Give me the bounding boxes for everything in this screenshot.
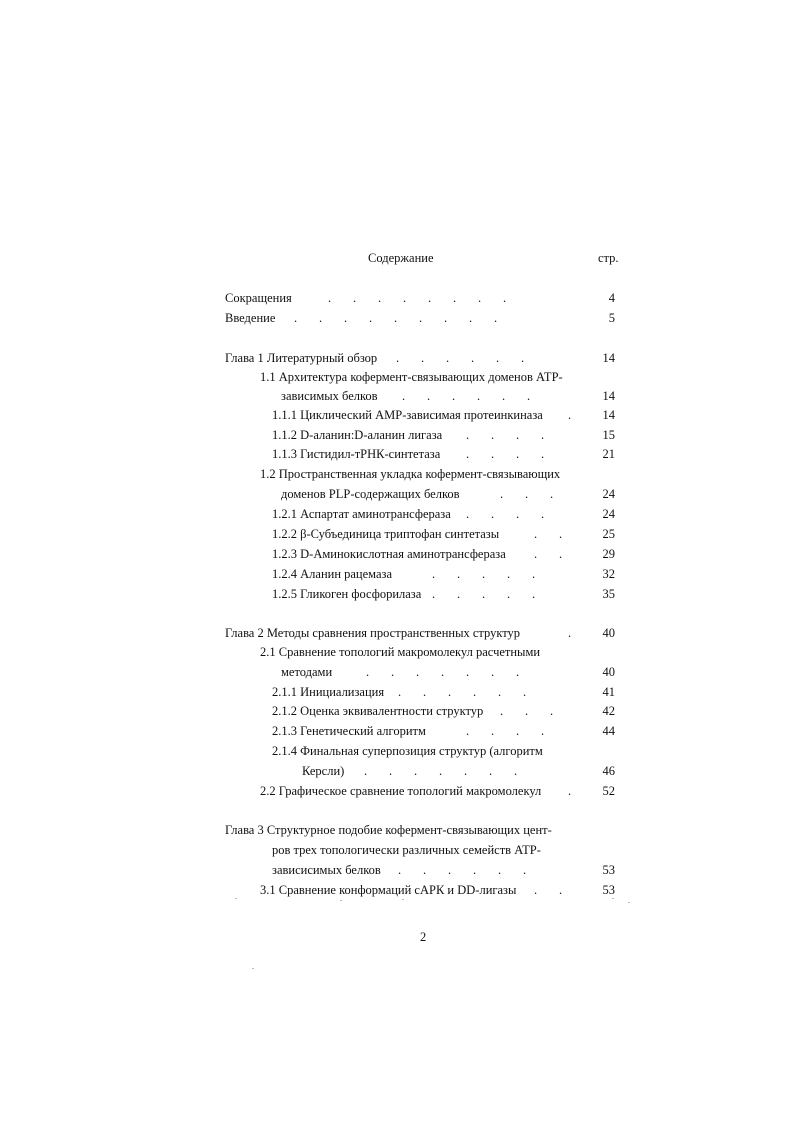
toc-entry[interactable]: Введение . . . . . . . . . 5 bbox=[225, 311, 615, 325]
toc-entry[interactable]: Глава 1 Литературный обзор . . . . . . 14 bbox=[225, 351, 615, 365]
toc-entry-text: 2.1.1 Инициализация bbox=[272, 685, 385, 699]
toc-entry[interactable]: 1.1.2 D-аланин:D-аланин лигаза . . . . 15 bbox=[272, 428, 615, 442]
toc-entry-page: 24 bbox=[602, 487, 615, 501]
toc-entry-page: 53 bbox=[602, 863, 615, 877]
toc-entry-text: Глава 2 Методы сравнения пространственных структур bbox=[225, 626, 521, 640]
toc-entry[interactable]: 2.1.1 Инициализация . . . . . . 41 bbox=[272, 685, 615, 699]
toc-entry-text: Введение bbox=[225, 311, 276, 325]
toc-entry-text: ров трех топологически различных семейств АТР- bbox=[272, 843, 541, 857]
toc-entry[interactable]: 2.1.3 Генетический алгоритм . . . . 44 bbox=[272, 724, 615, 738]
toc-entry-text: 2.1 Сравнение топологий макромолекул расчетными bbox=[260, 645, 541, 659]
toc-entry-page: 40 bbox=[602, 626, 615, 640]
toc-entry[interactable]: зависисимых белков . . . . . . 53 bbox=[272, 863, 615, 877]
toc-entry-text: 3.1 Сравнение конформаций сАРК и DD-лигазы bbox=[260, 883, 517, 897]
scan-speck bbox=[340, 900, 342, 901]
toc-entry-text: 1.1.1 Циклический АМР-зависимая протеинкиназа bbox=[272, 408, 543, 422]
toc-entry-page: 44 bbox=[602, 724, 615, 738]
toc-entry[interactable] bbox=[0, 821, 795, 839]
toc-entry-text: 2.1.3 Генетический алгоритм bbox=[272, 724, 426, 738]
toc-entry-text: 1.2.4 Аланин рацемаза bbox=[272, 567, 393, 581]
toc-entry[interactable]: Глава 2 Методы сравнения пространственных структур . 40 bbox=[225, 626, 615, 640]
toc-entry[interactable]: 1.1.1 Циклический АМР-зависимая протеинкиназа . 14 bbox=[272, 408, 615, 422]
toc-entry-page: 29 bbox=[602, 547, 615, 561]
toc-entry[interactable]: 1.2.2 β-Субъединица триптофан синтетазы . . 25 bbox=[272, 527, 615, 541]
toc-entry-text: зависисимых белков bbox=[272, 863, 381, 877]
toc-entry-page: 52 bbox=[602, 784, 615, 798]
toc-entry-text: 1.2.1 Аспартат аминотрансфераза bbox=[272, 507, 451, 521]
toc-entry[interactable]: Сокращения . . . . . . . . 4 bbox=[225, 291, 615, 305]
scan-speck bbox=[235, 898, 237, 899]
scan-speck bbox=[628, 902, 630, 903]
toc-entry[interactable] bbox=[0, 841, 795, 859]
toc-entry[interactable] bbox=[0, 742, 795, 760]
toc-entry-page: 25 bbox=[602, 527, 615, 541]
toc-entry-text: Керсли) bbox=[302, 764, 345, 778]
toc-entry-text: 1.1.3 Гистидил-тРНК-синтетаза bbox=[272, 447, 441, 461]
toc-entry-page: 53 bbox=[602, 883, 615, 897]
toc-entry[interactable]: 1.2.1 Аспартат аминотрансфераза . . . . 24 bbox=[272, 507, 615, 521]
toc-entry[interactable]: 2.1.2 Оценка эквивалентности структур . . . 42 bbox=[272, 704, 615, 718]
toc-entry[interactable] bbox=[0, 368, 795, 386]
toc-entry-page: 24 bbox=[602, 507, 615, 521]
toc-entry-page: 15 bbox=[602, 428, 615, 442]
toc-entry-page: 42 bbox=[602, 704, 615, 718]
toc-entry[interactable]: 1.2.5 Гликоген фосфорилаза . . . . . 35 bbox=[272, 587, 615, 601]
toc-entry[interactable]: доменов PLP-содержащих белков . . . 24 bbox=[281, 487, 615, 501]
toc-entry-text: 1.2.5 Гликоген фосфорилаза bbox=[272, 587, 422, 601]
toc-entry-text: Глава 1 Литературный обзор bbox=[225, 351, 378, 365]
toc-entry[interactable] bbox=[0, 465, 795, 483]
toc-entry-text: 2.2 Графическое сравнение топологий макромолекул bbox=[260, 784, 542, 798]
scan-speck bbox=[612, 898, 614, 899]
toc-entry[interactable]: 1.2.4 Аланин рацемаза . . . . . 32 bbox=[272, 567, 615, 581]
toc-entry-text: 2.1.4 Финальная суперпозиция структур (алгоритм bbox=[272, 744, 543, 758]
toc-entry-page: 41 bbox=[602, 685, 615, 699]
toc-heading: Содержание bbox=[368, 251, 434, 265]
toc-entry-page: 46 bbox=[602, 764, 615, 778]
toc-entry-text: 2.1.2 Оценка эквивалентности структур bbox=[272, 704, 484, 718]
toc-entry[interactable]: методами . . . . . . . 40 bbox=[281, 665, 615, 679]
toc-entry-text: 1.2 Пространственная укладка кофермент-связывающих bbox=[260, 467, 561, 481]
toc-entry-text: зависимых белков bbox=[281, 389, 378, 403]
toc-entry-text: 1.2.2 β-Субъединица триптофан синтетазы bbox=[272, 527, 500, 541]
toc-entry-page: 14 bbox=[602, 389, 615, 403]
toc-entry-page: 14 bbox=[602, 351, 615, 365]
toc-entry[interactable]: 1.2.3 D-Аминокислотная аминотрансфераза . . 29 bbox=[272, 547, 615, 561]
scan-speck bbox=[252, 968, 254, 969]
toc-entry-page: 4 bbox=[608, 291, 615, 305]
toc-entry-page: 21 bbox=[602, 447, 615, 461]
toc-entry-text: Глава 3 Структурное подобие кофермент-связывающих цент- bbox=[225, 823, 552, 837]
toc-entry[interactable]: 3.1 Сравнение конформаций сАРК и DD-лигазы . . 53 bbox=[260, 883, 615, 897]
toc-entry-page: 32 bbox=[602, 567, 615, 581]
toc-entry-text: 1.1 Архитектура кофермент-связывающих доменов АТР- bbox=[260, 370, 563, 384]
toc-entry[interactable]: зависимых белков . . . . . . 14 bbox=[281, 389, 615, 403]
scan-speck bbox=[402, 899, 404, 900]
toc-entry[interactable]: 2.2 Графическое сравнение топологий макромолекул . 52 bbox=[260, 784, 615, 798]
toc-entry-text: методами bbox=[281, 665, 333, 679]
toc-entry-page: 40 bbox=[602, 665, 615, 679]
toc-entry-page: 35 bbox=[602, 587, 615, 601]
toc-entry-text: 1.1.2 D-аланин:D-аланин лигаза bbox=[272, 428, 443, 442]
toc-entry-text: 1.2.3 D-Аминокислотная аминотрансфераза bbox=[272, 547, 506, 561]
page-number: 2 bbox=[420, 930, 427, 944]
toc-entry[interactable]: 1.1.3 Гистидил-тРНК-синтетаза . . . . 21 bbox=[272, 447, 615, 461]
toc-entry[interactable] bbox=[0, 643, 795, 661]
page-column-label: стр. bbox=[598, 251, 619, 265]
toc-entry-page: 14 bbox=[602, 408, 615, 422]
toc-entry-page: 5 bbox=[608, 311, 615, 325]
toc-entry-text: доменов PLP-содержащих белков bbox=[281, 487, 460, 501]
toc-entry[interactable]: Керсли) . . . . . . . 46 bbox=[302, 764, 615, 778]
toc-entry-text: Сокращения bbox=[225, 291, 292, 305]
